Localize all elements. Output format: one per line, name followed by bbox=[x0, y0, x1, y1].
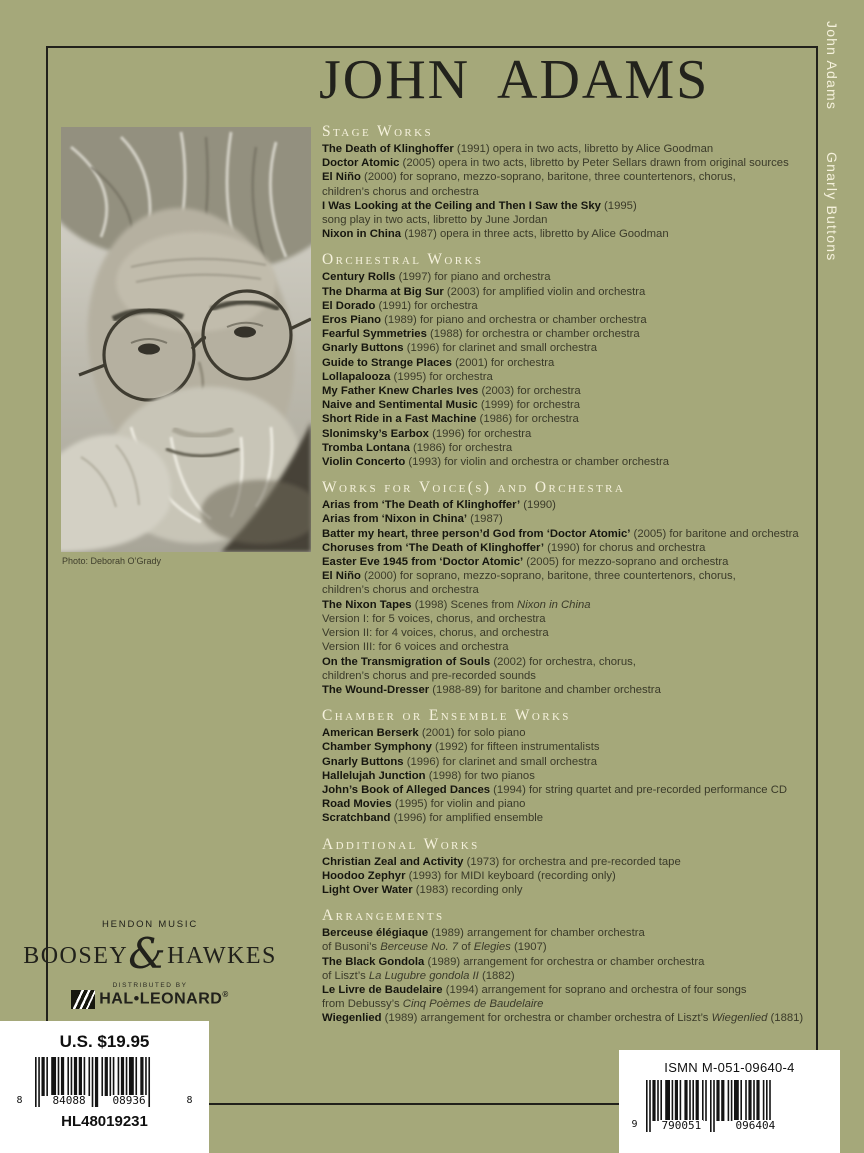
works-section bbox=[322, 906, 827, 1025]
ean-digit-left: 9 bbox=[631, 1119, 638, 1130]
work-entry bbox=[322, 555, 827, 569]
work-entry bbox=[322, 883, 827, 897]
work-entry-line bbox=[322, 655, 827, 669]
work-entry-line bbox=[322, 997, 827, 1011]
upc-digits-a: 84088 bbox=[52, 1094, 86, 1107]
work-title: Short Ride in a Fast Machine bbox=[322, 413, 477, 426]
work-detail: (2000) for soprano, mezzo-soprano, baritone, three countertenors, chorus, bbox=[360, 570, 736, 583]
work-entry bbox=[322, 370, 827, 384]
registered-mark: ® bbox=[222, 990, 229, 1000]
work-detail: (1987) bbox=[467, 513, 503, 526]
work-entry-line bbox=[322, 199, 827, 213]
hawkes-text: HAWKES bbox=[167, 942, 277, 969]
price-label: U.S. $19.95 bbox=[59, 1032, 150, 1051]
work-entry-line bbox=[322, 213, 827, 227]
work-detail: Elegies bbox=[473, 941, 511, 954]
work-detail: (1996) for clarinet and small orchestra bbox=[403, 342, 597, 355]
work-entry-line bbox=[322, 370, 827, 384]
work-entry bbox=[322, 797, 827, 811]
work-entry-line bbox=[322, 726, 827, 740]
work-entry bbox=[322, 227, 827, 241]
work-title: Easter Eve 1945 from ‘Doctor Atomic’ bbox=[322, 556, 524, 569]
work-detail: (2002) for orchestra, chorus, bbox=[490, 655, 636, 668]
work-detail: (1881) bbox=[767, 1012, 804, 1025]
work-title: Chamber Symphony bbox=[322, 741, 432, 754]
work-detail: Nixon in China bbox=[517, 598, 591, 611]
hal-leonard-text: HAL•LEONARD® bbox=[99, 990, 229, 1008]
work-title: On the Transmigration of Souls bbox=[322, 655, 491, 668]
work-detail: (1999) for orchestra bbox=[477, 399, 581, 412]
work-detail: (1996) for orchestra bbox=[428, 427, 532, 440]
work-entry-line bbox=[322, 797, 827, 811]
hal-leonard-logo-icon bbox=[71, 990, 95, 1009]
boosey-text: BOOSEY bbox=[23, 942, 129, 969]
work-entry-line bbox=[322, 983, 827, 997]
work-entry-line bbox=[322, 185, 827, 199]
work-entry bbox=[322, 983, 827, 1011]
work-title: I Was Looking at the Ceiling and Then I Saw the Sky bbox=[322, 199, 601, 212]
work-entry bbox=[322, 740, 827, 754]
work-detail: (1998) for two pianos bbox=[425, 769, 535, 782]
ismn-label: ISMN M-051-09640-4 bbox=[664, 1060, 795, 1075]
work-entry-line bbox=[322, 455, 827, 469]
work-entry bbox=[322, 398, 827, 412]
work-detail: (1994) arrangement for soprano and orchestra of four songs bbox=[442, 983, 747, 996]
work-entry-line bbox=[322, 384, 827, 398]
hal-leonard-logo bbox=[56, 990, 244, 1009]
work-detail: La Lugubre gondola II bbox=[368, 969, 479, 982]
work-entry-line bbox=[322, 869, 827, 883]
works-sections bbox=[322, 122, 827, 1035]
work-entry bbox=[322, 598, 827, 655]
spine-label-artist: John Adams bbox=[824, 21, 840, 111]
work-title: John’s Book of Alleged Dances bbox=[322, 783, 491, 796]
work-title: Doctor Atomic bbox=[322, 157, 400, 170]
work-detail: (1990) bbox=[520, 499, 556, 512]
works-section bbox=[322, 250, 827, 469]
work-title: Naive and Sentimental Music bbox=[322, 399, 478, 412]
portrait-photo bbox=[61, 127, 311, 552]
work-detail: (2000) for soprano, mezzo-soprano, baritone, three countertenors, chorus, bbox=[360, 171, 736, 184]
section-heading: Additional Works bbox=[322, 835, 480, 853]
work-detail: (1988-89) for baritone and chamber orchestra bbox=[429, 683, 661, 696]
work-entry bbox=[322, 384, 827, 398]
work-detail: Version III: for 6 voices and orchestra bbox=[322, 641, 509, 654]
work-detail: (1989) arrangement for orchestra or chamber orchestra of Liszt’s bbox=[381, 1012, 712, 1025]
work-entry-line bbox=[322, 811, 827, 825]
work-entry-line bbox=[322, 755, 827, 769]
work-detail: (1995) bbox=[600, 199, 637, 212]
work-entry-line bbox=[322, 512, 827, 526]
work-title: Violin Concerto bbox=[322, 456, 406, 469]
work-entry-line bbox=[322, 1011, 827, 1025]
work-entry bbox=[322, 327, 827, 341]
work-detail: (1996) for clarinet and small orchestra bbox=[403, 755, 597, 768]
works-section bbox=[322, 122, 827, 241]
spine-label-work: Gnarly Buttons bbox=[824, 152, 840, 262]
page-title: JOHN ADAMS bbox=[319, 49, 710, 111]
work-detail: children’s chorus and orchestra bbox=[322, 185, 479, 198]
work-detail: (1988) for orchestra or chamber orchestra bbox=[426, 328, 640, 341]
work-title: American Berserk bbox=[322, 727, 419, 740]
work-entry bbox=[322, 541, 827, 555]
work-entry-line bbox=[322, 855, 827, 869]
work-detail: (2003) for orchestra bbox=[478, 385, 581, 398]
work-entry-line bbox=[322, 555, 827, 569]
boosey-hawkes-logo bbox=[23, 929, 277, 978]
work-title: Batter my heart, three person’d God from ‘Doctor Atomic’ bbox=[322, 527, 631, 540]
work-title: Hoodoo Zephyr bbox=[322, 869, 406, 882]
upc-digit-left: 8 bbox=[16, 1095, 23, 1106]
work-detail: from Debussy’s bbox=[322, 998, 403, 1011]
ean-digits-b: 096404 bbox=[735, 1119, 776, 1132]
upc-digit-right: 8 bbox=[186, 1095, 193, 1106]
work-entry bbox=[322, 683, 827, 697]
work-detail: (2005) opera in two acts, libretto by Peter Sellars drawn from original sources bbox=[399, 157, 789, 170]
work-detail: (1991) opera in two acts, libretto by Alice Goodman bbox=[453, 143, 714, 155]
work-title: Choruses from ‘The Death of Klinghoffer’ bbox=[322, 541, 544, 554]
ean-digits-a: 790051 bbox=[661, 1119, 702, 1132]
work-entry-line bbox=[322, 669, 827, 683]
work-entry bbox=[322, 199, 827, 227]
work-detail: Version II: for 4 voices, chorus, and orchestra bbox=[322, 627, 549, 640]
work-entry bbox=[322, 356, 827, 370]
work-title: Tromba Lontana bbox=[322, 441, 410, 454]
work-detail: of Liszt’s bbox=[322, 969, 369, 982]
work-entry-line bbox=[322, 969, 827, 983]
work-title: The Wound-Dresser bbox=[322, 683, 430, 696]
work-entry-line bbox=[322, 527, 827, 541]
work-entry bbox=[322, 811, 827, 825]
work-title: Le Livre de Baudelaire bbox=[322, 983, 443, 996]
work-entry-line bbox=[322, 412, 827, 426]
section-heading: Orchestral Works bbox=[322, 251, 484, 269]
work-entry bbox=[322, 855, 827, 869]
work-entry-line bbox=[322, 270, 827, 284]
boosey-ampersand-icon: & bbox=[128, 929, 168, 978]
work-entry-line bbox=[322, 541, 827, 555]
work-detail: children’s chorus and orchestra bbox=[322, 584, 479, 597]
catalog-number: HL48019231 bbox=[61, 1113, 148, 1130]
work-entry bbox=[322, 170, 827, 198]
work-detail: Berceuse No. 7 bbox=[380, 941, 459, 954]
work-title: Wiegenlied bbox=[322, 1012, 382, 1025]
works-section bbox=[322, 835, 827, 898]
work-entry bbox=[322, 142, 827, 156]
work-title: El Niño bbox=[322, 570, 361, 583]
work-detail: (1994) for string quartet and pre-recorded performance CD bbox=[490, 783, 788, 796]
work-detail: (2003) for amplified violin and orchestra bbox=[443, 285, 646, 298]
work-entry-line bbox=[322, 783, 827, 797]
work-entry-line bbox=[322, 156, 827, 170]
work-entry-line bbox=[322, 683, 827, 697]
work-title: El Niño bbox=[322, 171, 361, 184]
work-entry-line bbox=[322, 940, 827, 954]
work-entry-line bbox=[322, 427, 827, 441]
work-entry-line bbox=[322, 640, 827, 654]
work-entry-line bbox=[322, 142, 827, 156]
work-entry-line bbox=[322, 626, 827, 640]
work-detail: (2005) for mezzo-soprano and orchestra bbox=[523, 556, 729, 569]
work-entry bbox=[322, 455, 827, 469]
work-title: Guide to Strange Places bbox=[322, 356, 452, 369]
work-entry-line bbox=[322, 740, 827, 754]
work-entry bbox=[322, 427, 827, 441]
works-section bbox=[322, 706, 827, 825]
section-heading: Chamber or Ensemble Works bbox=[322, 707, 571, 725]
work-entry bbox=[322, 412, 827, 426]
work-title: Christian Zeal and Activity bbox=[322, 855, 464, 868]
work-detail: (1986) for orchestra bbox=[476, 413, 579, 426]
work-entry bbox=[322, 1011, 827, 1025]
work-detail: (1882) bbox=[478, 969, 515, 982]
work-title: Lollapalooza bbox=[322, 370, 391, 383]
work-entry bbox=[322, 270, 827, 284]
work-detail: (1983) recording only bbox=[412, 883, 523, 896]
work-title: The Dharma at Big Sur bbox=[322, 285, 444, 298]
work-entry-line bbox=[322, 498, 827, 512]
work-entry bbox=[322, 655, 827, 683]
work-entry-line bbox=[322, 441, 827, 455]
work-detail: (1989) arrangement for chamber orchestra bbox=[428, 927, 645, 940]
ean-barcode bbox=[632, 1080, 828, 1132]
work-detail: of bbox=[458, 941, 474, 954]
work-entry-line bbox=[322, 769, 827, 783]
work-entry bbox=[322, 769, 827, 783]
work-detail: (1997) for piano and orchestra bbox=[395, 271, 551, 284]
work-entry-line bbox=[322, 170, 827, 184]
work-detail: Cinq Poèmes de Baudelaire bbox=[402, 998, 544, 1011]
work-entry-line bbox=[322, 299, 827, 313]
work-entry-line bbox=[322, 227, 827, 241]
work-entry bbox=[322, 313, 827, 327]
work-entry bbox=[322, 498, 827, 512]
work-entry-line bbox=[322, 356, 827, 370]
work-title: Fearful Symmetries bbox=[322, 328, 427, 341]
work-title: Gnarly Buttons bbox=[322, 342, 404, 355]
work-detail: (1995) for orchestra bbox=[390, 370, 493, 383]
work-detail: (1987) opera in three acts, libretto by Alice Goodman bbox=[401, 228, 669, 241]
work-detail: (1989) for piano and orchestra or chamber orchestra bbox=[381, 314, 647, 327]
section-heading: Works for Voice(s) and Orchestra bbox=[322, 479, 626, 497]
work-detail: (1996) for amplified ensemble bbox=[390, 812, 544, 825]
work-title: Nixon in China bbox=[322, 228, 402, 241]
work-entry bbox=[322, 869, 827, 883]
work-detail: (1989) arrangement for orchestra or chamber orchestra bbox=[424, 955, 705, 968]
work-entry bbox=[322, 156, 827, 170]
work-title: Century Rolls bbox=[322, 271, 396, 284]
work-detail: (2005) for baritone and orchestra bbox=[630, 527, 799, 540]
upc-digits-b: 08936 bbox=[112, 1094, 146, 1107]
work-entry-line bbox=[322, 569, 827, 583]
distributed-by-label: DISTRIBUTED BY bbox=[112, 982, 188, 989]
portrait-photo-graphic bbox=[61, 127, 311, 552]
work-entry-line bbox=[322, 341, 827, 355]
price-barcode-block bbox=[0, 1021, 209, 1153]
section-heading: Arrangements bbox=[322, 907, 445, 925]
work-title: Arias from ‘The Death of Klinghoffer’ bbox=[322, 499, 521, 512]
work-detail: (2001) for solo piano bbox=[418, 727, 526, 740]
work-entry-line bbox=[322, 583, 827, 597]
work-title: My Father Knew Charles Ives bbox=[322, 385, 479, 398]
work-title: Gnarly Buttons bbox=[322, 755, 404, 768]
work-title: Arias from ‘Nixon in China’ bbox=[322, 513, 467, 526]
work-entry-line bbox=[322, 598, 827, 612]
work-entry bbox=[322, 783, 827, 797]
work-entry bbox=[322, 299, 827, 313]
work-entry bbox=[322, 755, 827, 769]
work-entry bbox=[322, 512, 827, 526]
work-entry-line bbox=[322, 883, 827, 897]
work-entry-line bbox=[322, 327, 827, 341]
hendon-music-label: HENDON MUSIC bbox=[101, 919, 199, 930]
upc-barcode bbox=[17, 1057, 193, 1107]
work-title: Scratchband bbox=[322, 812, 391, 825]
work-detail: (1990) for chorus and orchestra bbox=[543, 541, 706, 554]
work-detail: (1993) for MIDI keyboard (recording only) bbox=[405, 869, 616, 882]
work-title: Berceuse élégiaque bbox=[322, 927, 429, 940]
work-entry-line bbox=[322, 612, 827, 626]
work-detail: (2001) for orchestra bbox=[451, 356, 555, 369]
work-detail: (1973) for orchestra and pre-recorded tape bbox=[463, 855, 681, 868]
work-title: Slonimsky’s Earbox bbox=[322, 427, 429, 440]
work-title: Eros Piano bbox=[322, 314, 382, 327]
work-entry-line bbox=[322, 955, 827, 969]
work-detail: (1992) for fifteen instrumentalists bbox=[431, 741, 600, 754]
works-section bbox=[322, 478, 827, 697]
work-detail: (1995) for violin and piano bbox=[391, 798, 526, 811]
work-entry bbox=[322, 285, 827, 299]
work-entry-line bbox=[322, 285, 827, 299]
work-entry bbox=[322, 527, 827, 541]
publisher-block bbox=[23, 919, 277, 1009]
work-entry bbox=[322, 441, 827, 455]
ismn-barcode-block bbox=[619, 1050, 840, 1153]
work-title: The Black Gondola bbox=[322, 955, 425, 968]
work-title: Hallelujah Junction bbox=[322, 769, 426, 782]
work-entry bbox=[322, 569, 827, 597]
work-title: Road Movies bbox=[322, 798, 392, 811]
work-detail: (1993) for violin and orchestra or chamber orchestra bbox=[405, 456, 669, 469]
work-detail: (1907) bbox=[510, 941, 547, 954]
work-entry-line bbox=[322, 398, 827, 412]
work-detail: children’s chorus and pre-recorded sounds bbox=[322, 669, 536, 682]
work-title: The Death of Klinghoffer bbox=[322, 143, 454, 155]
work-entry-line bbox=[322, 926, 827, 940]
work-title: El Dorado bbox=[322, 299, 376, 312]
work-entry bbox=[322, 341, 827, 355]
work-detail: (1991) for orchestra bbox=[375, 299, 478, 312]
section-heading: Stage Works bbox=[322, 123, 434, 140]
work-detail: song play in two acts, libretto by June Jordan bbox=[322, 214, 548, 227]
photo-credit: Photo: Deborah O’Grady bbox=[62, 556, 162, 566]
work-title: Light Over Water bbox=[322, 883, 413, 896]
work-entry bbox=[322, 955, 827, 983]
work-entry-line bbox=[322, 313, 827, 327]
work-detail: Wiegenlied bbox=[711, 1012, 768, 1025]
work-detail: of Busoni’s bbox=[322, 941, 381, 954]
work-detail: Version I: for 5 voices, chorus, and orchestra bbox=[322, 612, 546, 625]
work-detail: (1998) Scenes from bbox=[411, 598, 518, 611]
work-entry bbox=[322, 926, 827, 954]
work-title: The Nixon Tapes bbox=[322, 598, 412, 611]
work-entry bbox=[322, 726, 827, 740]
work-detail: (1986) for orchestra bbox=[409, 441, 513, 454]
